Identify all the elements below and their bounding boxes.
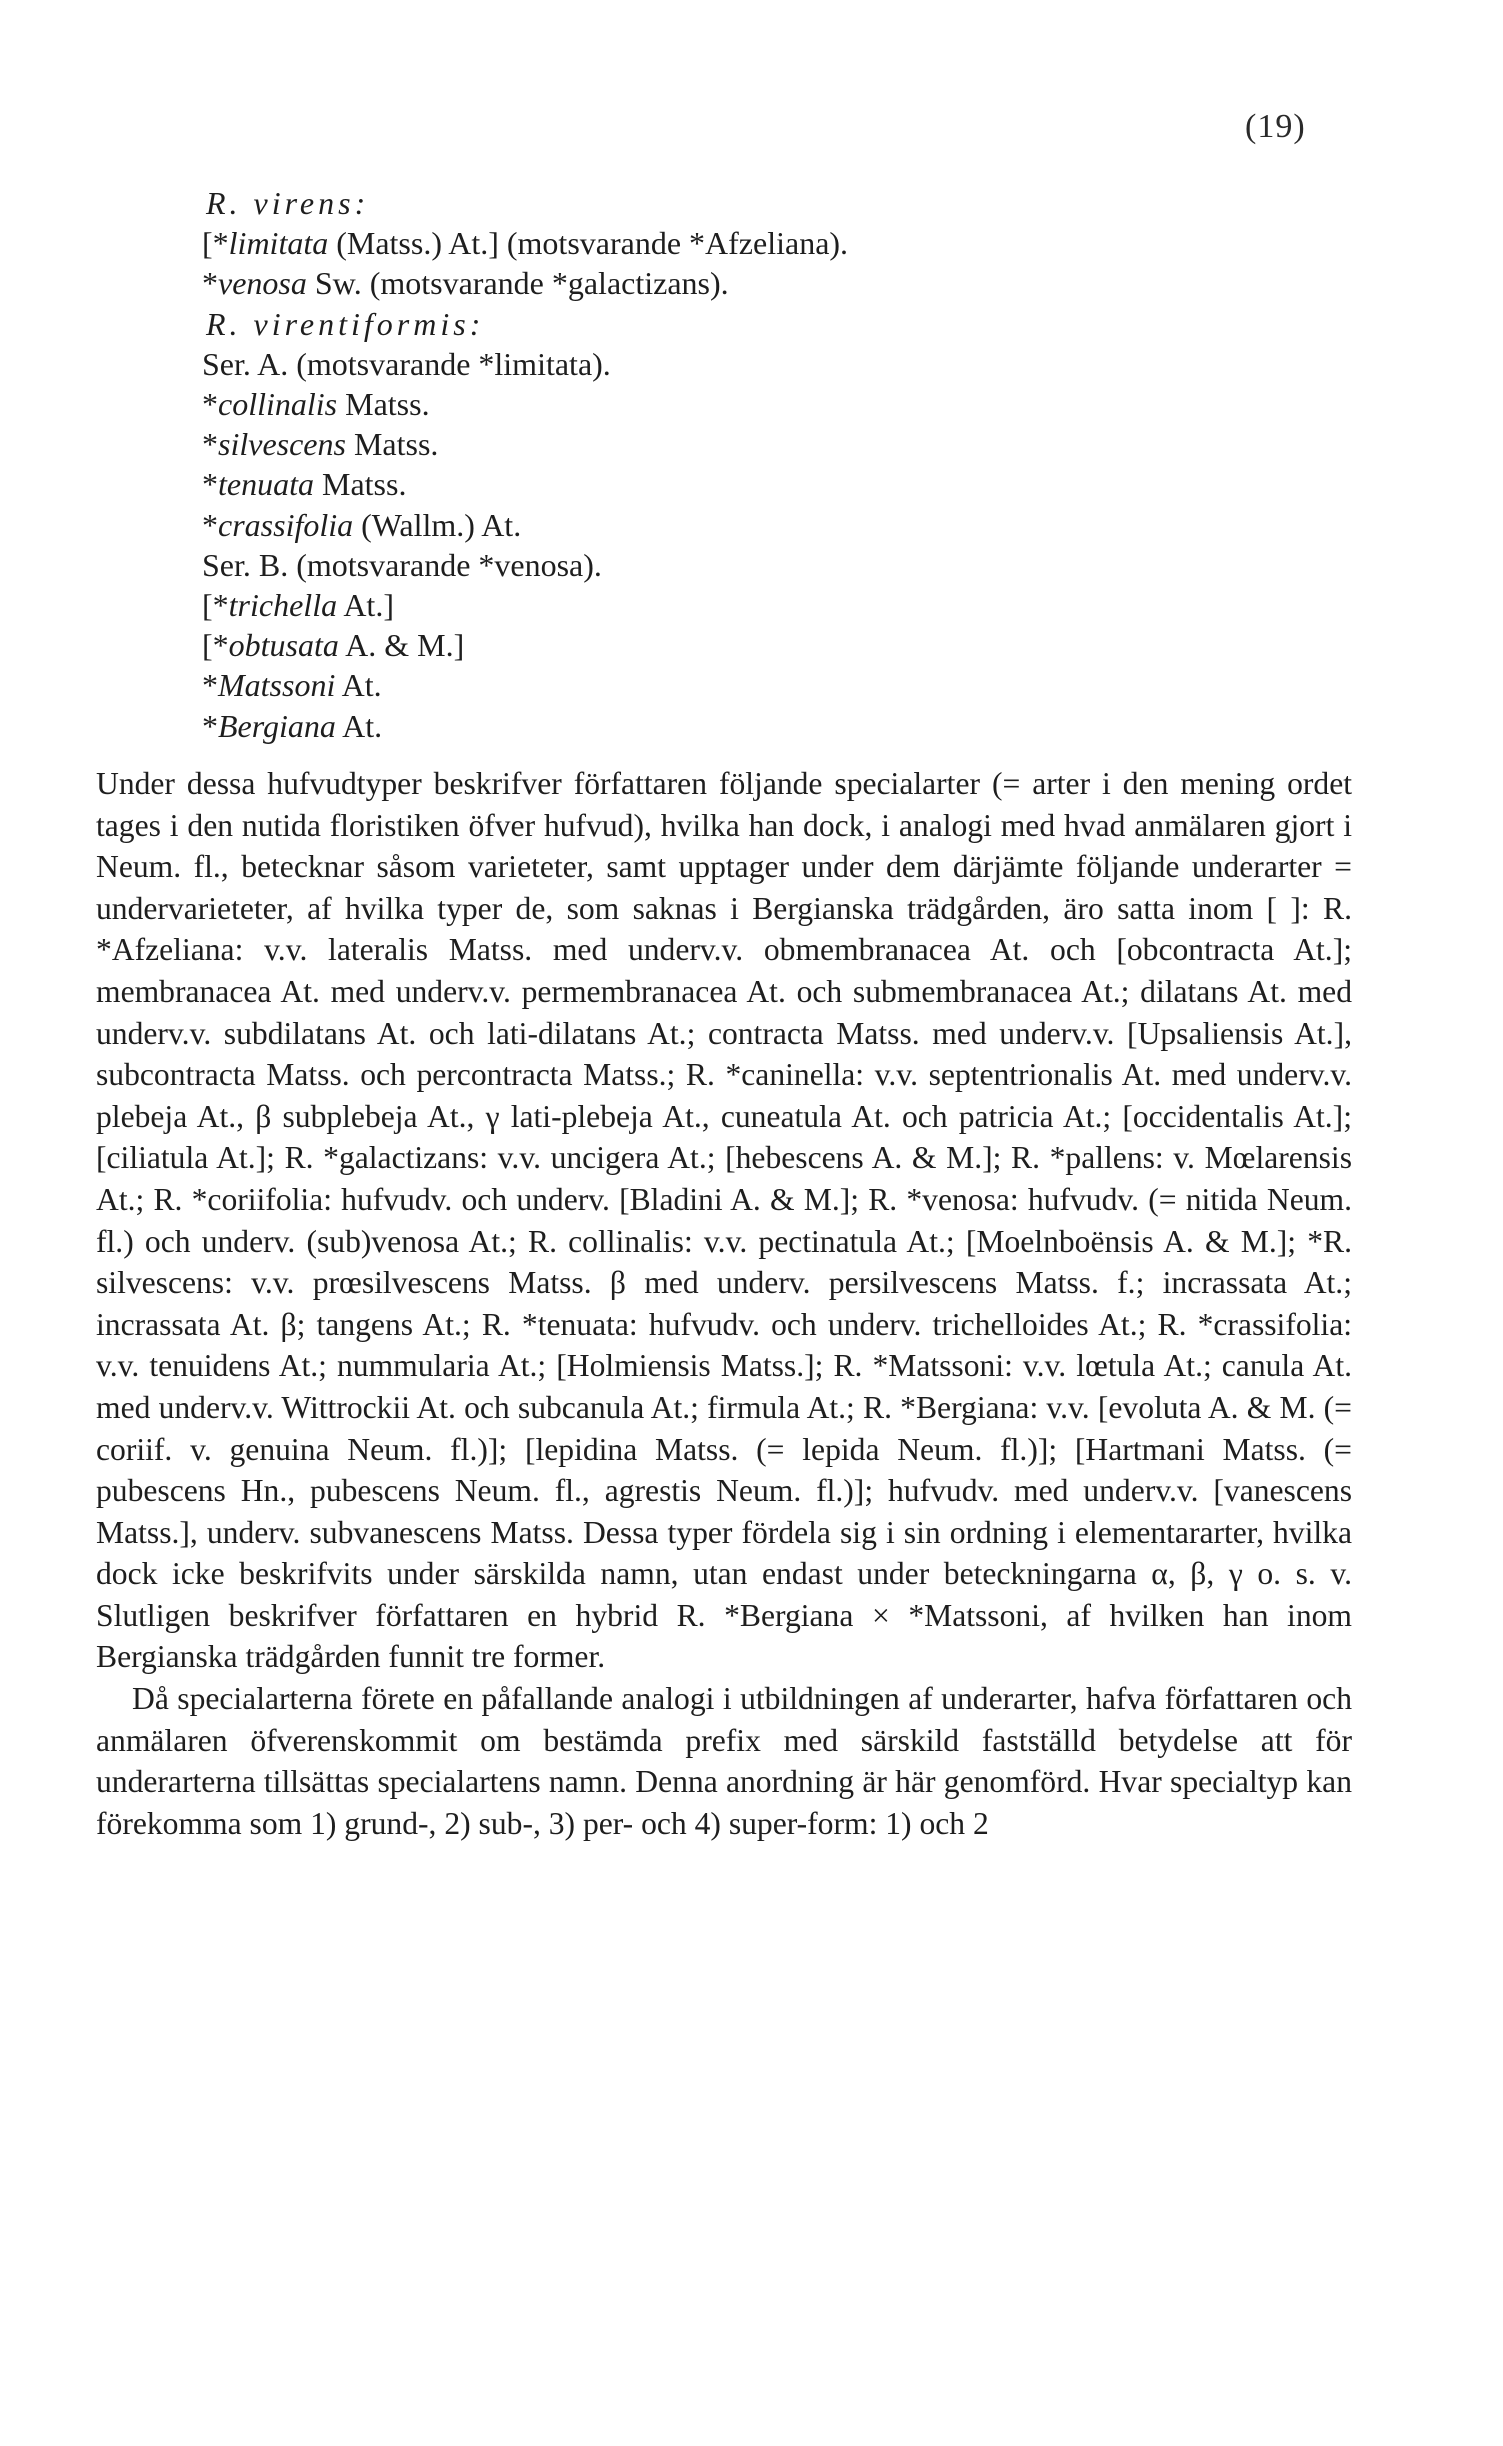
- species-list-item: [*trichella At.]: [202, 587, 394, 624]
- species-list-item: *crassifolia (Wallm.) At.: [202, 506, 522, 543]
- species-list-item: *tenuata Matss.: [202, 466, 407, 503]
- page-number: (19): [1245, 108, 1306, 145]
- paragraph: Då specialarterna förete en påfallande analogi i utbildningen af underarter, hafva författaren och anmälaren öfverenskommit om bestämda prefix med särskild fastställd betydelse att för underarterna tillsättas specialartens namn. Denna anordning är här genomförd. Hvar specialtyp kan förekomma som 1) grund-, 2) sub-, 3) per- och 4) super-form: 1) och 2: [96, 1681, 1352, 1841]
- species-list-item: *collinalis Matss.: [202, 386, 430, 423]
- species-list: [96, 183, 1346, 746]
- species-list-item: *silvescens Matss.: [202, 426, 439, 463]
- body-text: [96, 763, 1352, 1844]
- species-list-item: Ser. A. (motsvarande *limitata).: [202, 345, 611, 382]
- species-list-item: [*obtusata A. & M.]: [202, 627, 465, 664]
- species-list-item: *Bergiana At.: [202, 707, 383, 744]
- species-list-item: Ser. B. (motsvarande *venosa).: [202, 546, 602, 583]
- paragraph: Under dessa hufvudtyper beskrifver författaren följande specialarter (= arter i den mening ordet tages i den nutida floristiken öfver hufvud), hvilka han dock, i analogi med hvad anmälaren gjort i Neum. fl., betecknar såsom varieteter, samt upptager under dem därjämte följande underarter = undervarieteter, af hvilka typer de, som saknas i Bergianska trädgården, äro satta inom [ ]: R. *Afzeliana: v.v. lateralis Matss. med underv.v. obmembranacea At. och [obcontracta At.]; membranacea At. med underv.v. permembranacea At. och submembranacea At.; dilatans At. med underv.v. subdilatans At. och lati-dilatans At.; contracta Matss. med underv.v. [Upsaliensis At.], subcontracta Matss. och percontracta Matss.; R. *caninella: v.v. septentrionalis At. med underv.v. plebeja At., β subplebeja At., γ lati-plebeja At., cuneatula At. och patricia At.; [occidentalis At.]; [ciliatula At.]; R. *galactizans: v.v. uncigera At.; [hebescens A. & M.]; R. *pallens: v. Mœlarensis At.; R. *coriifolia: hufvudv. och underv. [Bladini A. & M.]; R. *venosa: hufvudv. (= nitida Neum. fl.) och underv. (sub)venosa At.; R. collinalis: v.v. pectinatula At.; [Moelnboënsis A. & M.]; *R. silvescens: v.v. prœsilvescens Matss. β med underv. persilvescens Matss. f.; incrassata At.; incrassata At. β; tangens At.; R. *tenuata: hufvudv. och underv. trichelloides At.; R. *crassifolia: v.v. tenuidens At.; nummularia At.; [Holmiensis Matss.]; R. *Matssoni: v.v. lœtula At.; canula At. med underv.v. Wittrockii At. och subcanula At.; firmula At.; R. *Bergiana: v.v. [evoluta A. & M. (= coriif. v. genuina Neum. fl.)]; [lepidina Matss. (= lepida Neum. fl.)]; [Hartmani Matss. (= pubescens Hn., pubescens Neum. fl., agrestis Neum. fl.)]; hufvudv. med underv.v. [vanescens Matss.], underv. subvanescens Matss. Dessa typer fördela sig i sin ordning i elementararter, hvilka dock icke beskrifvits under särskilda namn, utan endast under beteckningarna α, β, γ o. s. v. Slutligen beskrifver författaren en hybrid R. *Bergiana × *Matssoni, af hvilken han inom Bergianska trädgården funnit tre former.: [96, 766, 1352, 1675]
- species-list-item: *venosa Sw. (motsvarande *galactizans).: [202, 265, 729, 302]
- species-list-item: [*limitata (Matss.) At.] (motsvarande *Afzeliana).: [202, 225, 849, 262]
- species-list-item: *Matssoni At.: [202, 667, 382, 704]
- species-list-genus: R. virens:: [206, 185, 370, 221]
- species-list-genus: R. virentiformis:: [206, 305, 485, 342]
